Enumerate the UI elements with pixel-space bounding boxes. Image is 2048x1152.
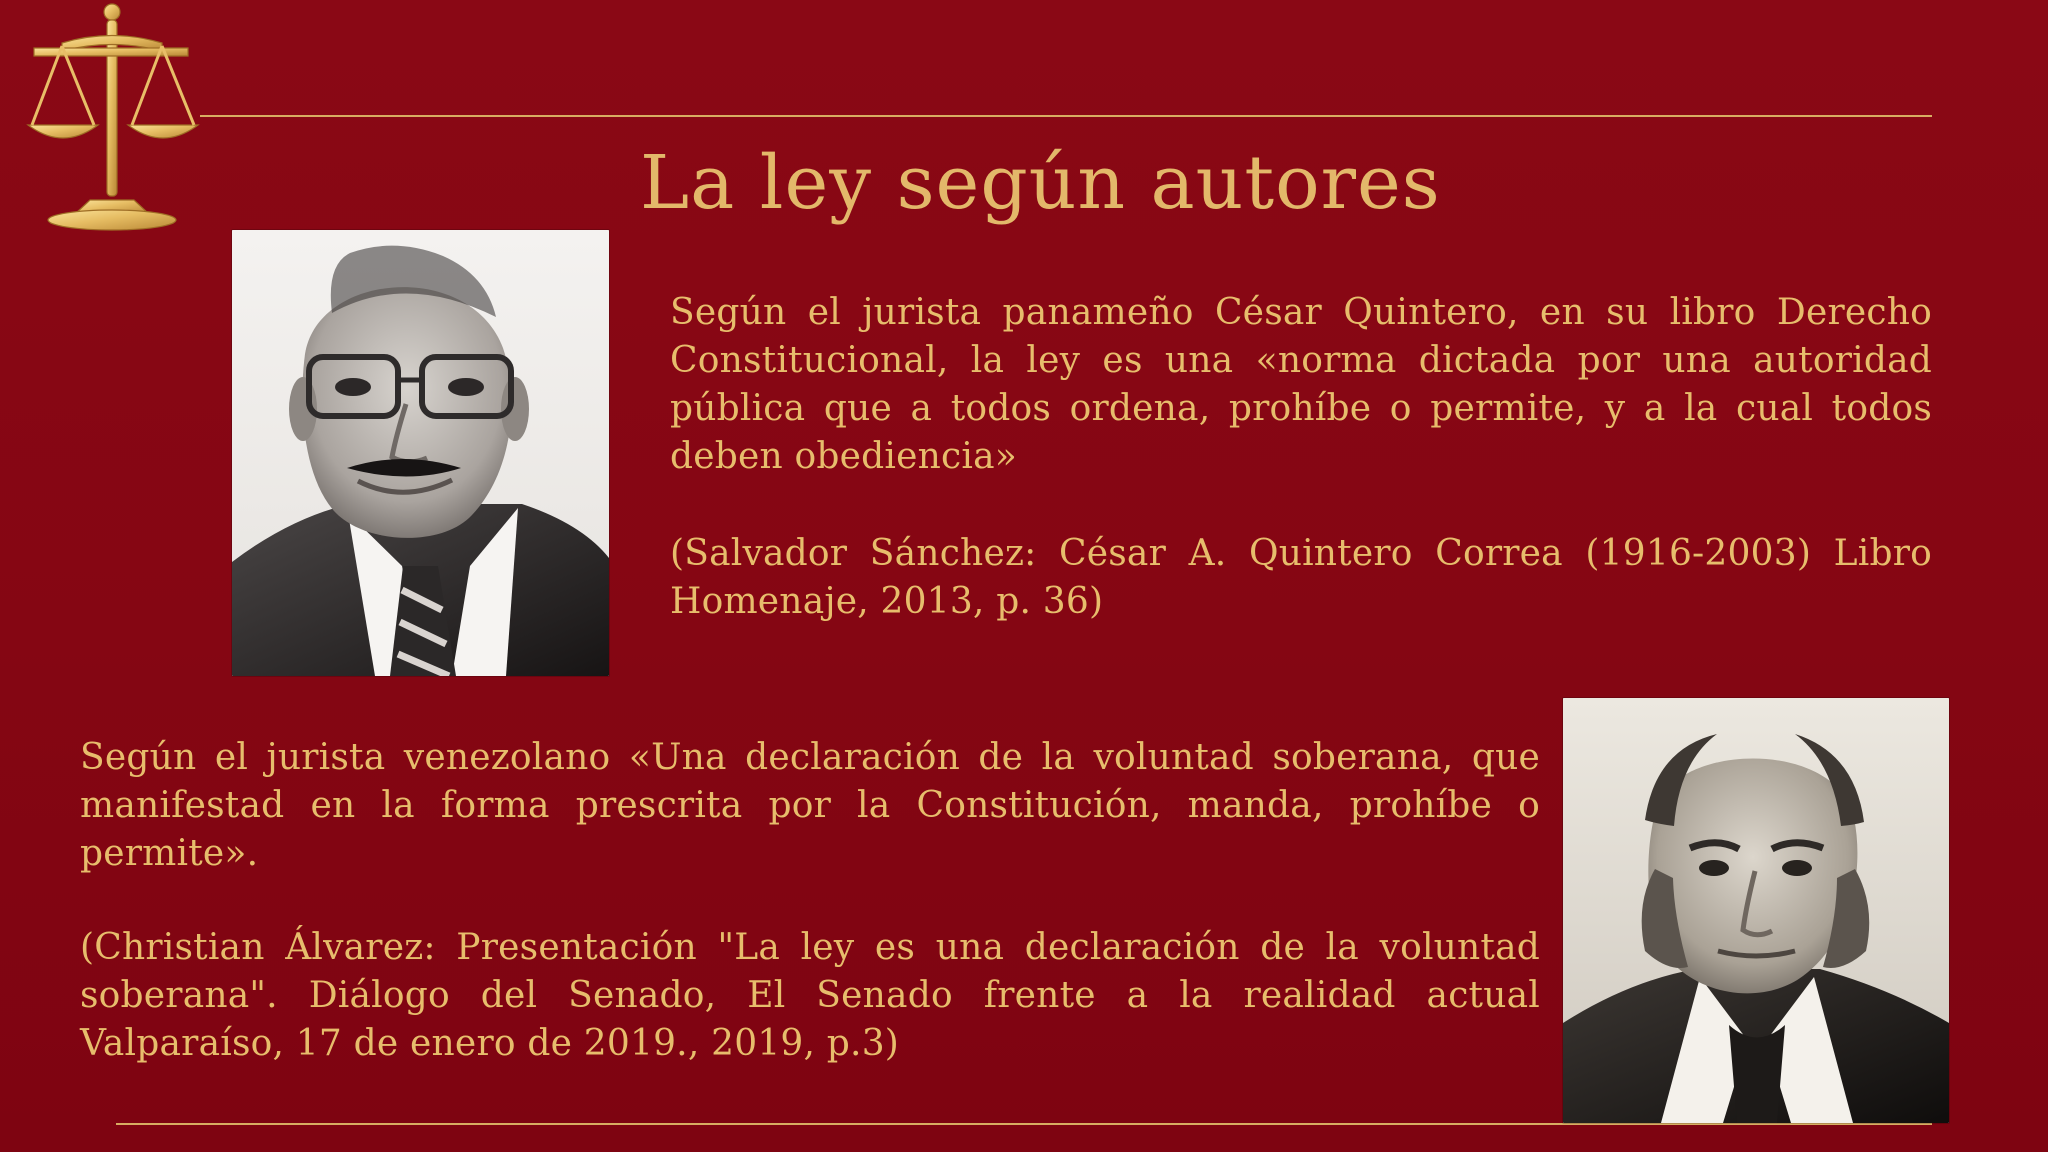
citation-alvarez: [80, 924, 1540, 1074]
quote-text: Según el jurista panameño César Quintero, en su libro Derecho Constitucional, la ley es una «norma dictada por una autoridad pública que a todos ordena, prohíbe o permite, y a la cual todos deben obediencia»: [670, 292, 1932, 477]
quote-text: Según el jurista venezolano «Una declaración de la voluntad soberana, que manifestad en la forma prescrita por la Constitución, manda, prohíbe o permite».: [80, 737, 1540, 874]
bottom-divider: [116, 1123, 1932, 1125]
citation-text: (Salvador Sánchez: César A. Quintero Correa (1916-2003) Libro Homenaje, 2013, p. 36): [670, 533, 1932, 622]
author-portrait-quintero: [232, 230, 609, 676]
author-quote-venezuelan: [80, 734, 1540, 884]
citation-quintero: [670, 530, 1932, 635]
citation-text: (Christian Álvarez: Presentación "La ley es una declaración de la voluntad soberana". Diálogo del Senado, El Senado frente a la realidad actual Valparaíso, 17 de enero de 2019., 2019, p.3): [80, 927, 1540, 1064]
slide-title: La ley según autores: [640, 140, 1441, 226]
author-portrait-bello: [1563, 698, 1949, 1123]
top-divider: [200, 115, 1932, 117]
scales-of-justice-icon: [4, 2, 216, 232]
author-quote-quintero: [670, 289, 1932, 489]
